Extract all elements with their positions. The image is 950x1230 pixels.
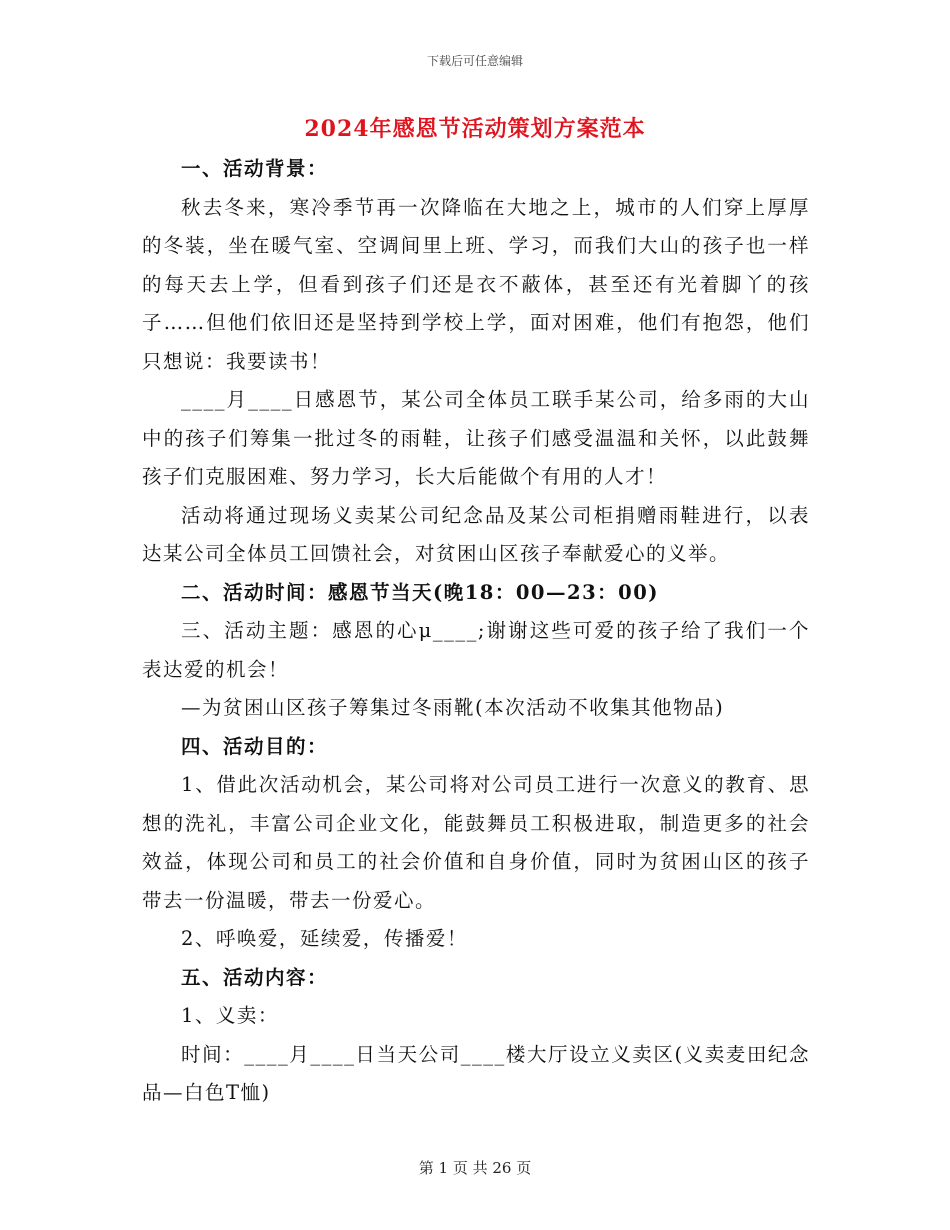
paragraph-purpose-2: 2、呼唤爱，延续爱，传播爱！ <box>181 927 468 950</box>
paragraph-charity-sale: 1、义卖： <box>181 1004 279 1027</box>
page-header-note: 下载后可任意编辑 <box>426 54 523 68</box>
section-heading-content: 五、活动内容： <box>181 965 329 989</box>
paragraph-purpose-1: 1、借此次活动机会，某公司将对公司员工进行一次意义的教育、思想的洗礼，丰富公司企业文化，能鼓舞员工积极进取，制造更多的社会效益，体现公司和员工的社会价值和自身价值，同时为贫困山区的孩子带去一份温暖，带去一份爱心。 <box>142 773 810 912</box>
paragraph-background: 秋去冬来，寒冷季节再一次降临在大地之上，城市的人们穿上厚厚的冬装，坐在暖气室、空调间里上班、学习，而我们大山的孩子也一样的每天去上学，但看到孩子们还是衣不蔽体，甚至还有光着脚丫的孩子……但他们依旧还是坚持到学校上学，面对困难，他们有抱怨，他们只想说：我要读书！ <box>142 195 810 373</box>
section-heading-time: 二、活动时间：感恩节当天(晚18：00—23：00) <box>181 580 659 604</box>
document-body <box>142 150 810 1113</box>
paragraph-theme-note: —为贫困山区孩子筹集过冬雨靴(本次活动不收集其他物品) <box>181 696 725 719</box>
document-title: 2024年感恩节活动策划方案范本 <box>304 116 646 142</box>
paragraph-theme: 三、活动主题：感恩的心μ____;谢谢这些可爱的孩子给了我们一个表达爱的机会！ <box>142 619 810 681</box>
paragraph-activity-method: 活动将通过现场义卖某公司纪念品及某公司柜捐赠雨鞋进行，以表达某公司全体员工回馈社会，对贫困山区孩子奉献爱心的义举。 <box>142 503 810 565</box>
section-heading-background: 一、活动背景： <box>181 157 329 180</box>
paragraph-sale-time: 时间：____月____日当天公司____楼大厅设立义卖区(义卖麦田纪念品—白色T恤) <box>142 1042 810 1104</box>
paragraph-thanksgiving-event: ____月____日感恩节，某公司全体员工联手某公司，给多雨的大山中的孩子们筹集一批过冬的雨鞋，让孩子们感受温温和关怀，以此鼓舞孩子们克服困难、努力学习，长大后能做个有用的人才！ <box>142 388 810 488</box>
page-number: 第 1 页 共 26 页 <box>418 1159 532 1177</box>
section-heading-purpose: 四、活动目的： <box>181 734 329 758</box>
